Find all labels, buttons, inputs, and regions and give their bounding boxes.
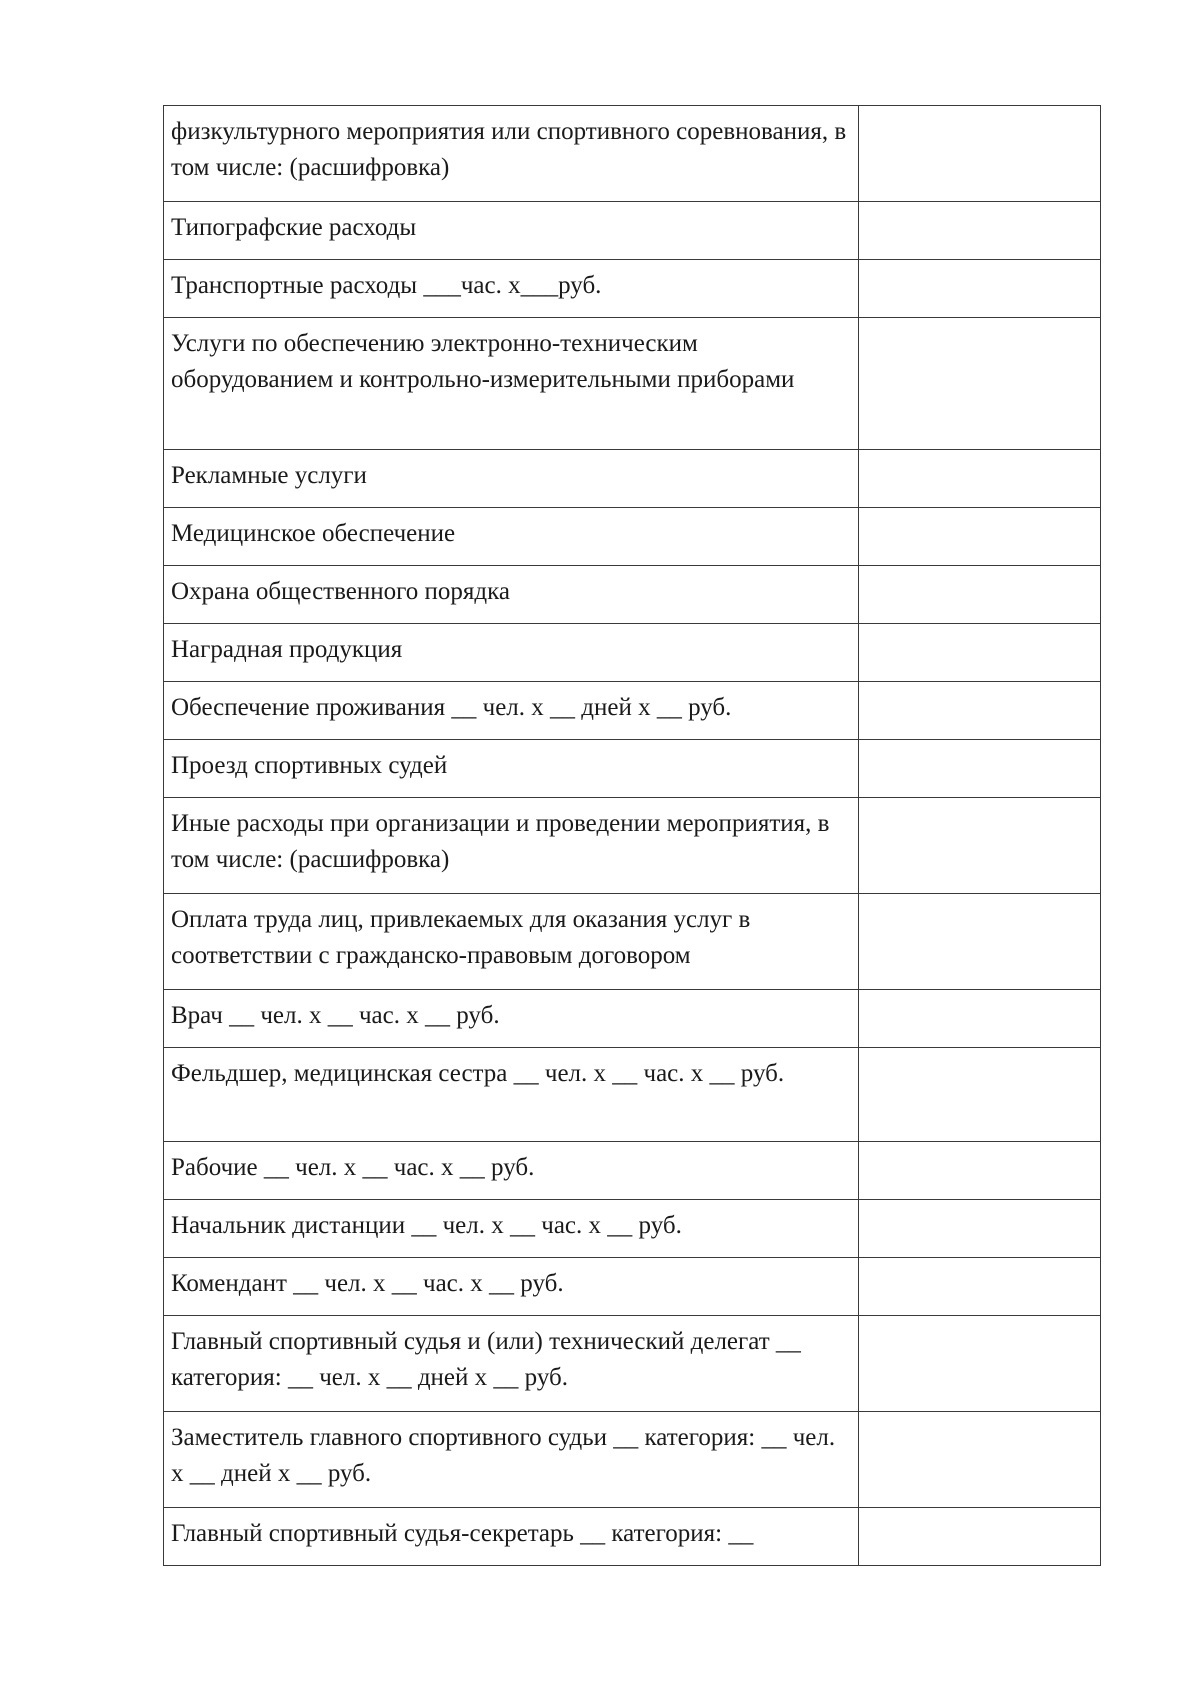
expense-item-label: физкультурного мероприятия или спортивного соревнования, в том числе: (расшифровка) <box>164 106 859 202</box>
expense-item-label: Фельдшер, медицинская сестра __ чел. х __ час. х __ руб. <box>164 1048 859 1142</box>
table-row <box>164 1048 1101 1142</box>
expense-item-label: Врач __ чел. х __ час. х __ руб. <box>164 990 859 1048</box>
expense-item-amount[interactable] <box>859 260 1101 318</box>
expense-item-label: Заместитель главного спортивного судьи __ категория: __ чел. х __ дней х __ руб. <box>164 1412 859 1508</box>
expense-item-amount[interactable] <box>859 318 1101 450</box>
expense-item-label: Оплата труда лиц, привлекаемых для оказания услуг в соответствии с гражданско-правовым договором <box>164 894 859 990</box>
table-row <box>164 1412 1101 1508</box>
expense-item-amount[interactable] <box>859 508 1101 566</box>
expense-table-body <box>164 106 1101 1566</box>
expense-item-label: Охрана общественного порядка <box>164 566 859 624</box>
table-row <box>164 624 1101 682</box>
table-row <box>164 1508 1101 1566</box>
table-row <box>164 260 1101 318</box>
expense-item-amount[interactable] <box>859 450 1101 508</box>
table-row <box>164 450 1101 508</box>
expense-item-label: Проезд спортивных судей <box>164 740 859 798</box>
expense-item-label: Рекламные услуги <box>164 450 859 508</box>
expense-item-label: Наградная продукция <box>164 624 859 682</box>
expense-item-label: Медицинское обеспечение <box>164 508 859 566</box>
expense-item-label: Иные расходы при организации и проведении мероприятия, в том числе: (расшифровка) <box>164 798 859 894</box>
table-row <box>164 508 1101 566</box>
expense-item-label: Главный спортивный судья и (или) технический делегат __ категория: __ чел. х __ дней х __ руб. <box>164 1316 859 1412</box>
expense-item-amount[interactable] <box>859 106 1101 202</box>
expense-item-amount[interactable] <box>859 682 1101 740</box>
expense-item-label: Обеспечение проживания __ чел. х __ дней х __ руб. <box>164 682 859 740</box>
expense-item-amount[interactable] <box>859 990 1101 1048</box>
expense-item-amount[interactable] <box>859 566 1101 624</box>
table-row <box>164 1142 1101 1200</box>
table-row <box>164 990 1101 1048</box>
expense-item-amount[interactable] <box>859 1316 1101 1412</box>
expense-item-label: Типографские расходы <box>164 202 859 260</box>
table-row <box>164 1316 1101 1412</box>
expense-item-amount[interactable] <box>859 1258 1101 1316</box>
expense-item-amount[interactable] <box>859 1508 1101 1566</box>
expense-item-label: Комендант __ чел. х __ час. х __ руб. <box>164 1258 859 1316</box>
table-row <box>164 318 1101 450</box>
table-row <box>164 682 1101 740</box>
expense-item-amount[interactable] <box>859 798 1101 894</box>
expense-item-label: Услуги по обеспечению электронно-техническим оборудованием и контрольно-измерительными приборами <box>164 318 859 450</box>
expense-item-label: Рабочие __ чел. х __ час. х __ руб. <box>164 1142 859 1200</box>
expense-item-amount[interactable] <box>859 202 1101 260</box>
expense-item-label: Начальник дистанции __ чел. х __ час. х __ руб. <box>164 1200 859 1258</box>
expense-item-amount[interactable] <box>859 1142 1101 1200</box>
table-row <box>164 202 1101 260</box>
table-row <box>164 798 1101 894</box>
table-row <box>164 566 1101 624</box>
expense-item-amount[interactable] <box>859 740 1101 798</box>
table-row <box>164 1258 1101 1316</box>
expense-item-amount[interactable] <box>859 624 1101 682</box>
expense-item-label: Главный спортивный судья-секретарь __ категория: __ <box>164 1508 859 1566</box>
table-row <box>164 894 1101 990</box>
table-row <box>164 1200 1101 1258</box>
expense-item-amount[interactable] <box>859 1048 1101 1142</box>
expense-item-amount[interactable] <box>859 894 1101 990</box>
expense-table <box>163 105 1101 1566</box>
table-row <box>164 740 1101 798</box>
table-row <box>164 106 1101 202</box>
expense-item-amount[interactable] <box>859 1412 1101 1508</box>
expense-item-label: Транспортные расходы ___час. х___руб. <box>164 260 859 318</box>
expense-item-amount[interactable] <box>859 1200 1101 1258</box>
